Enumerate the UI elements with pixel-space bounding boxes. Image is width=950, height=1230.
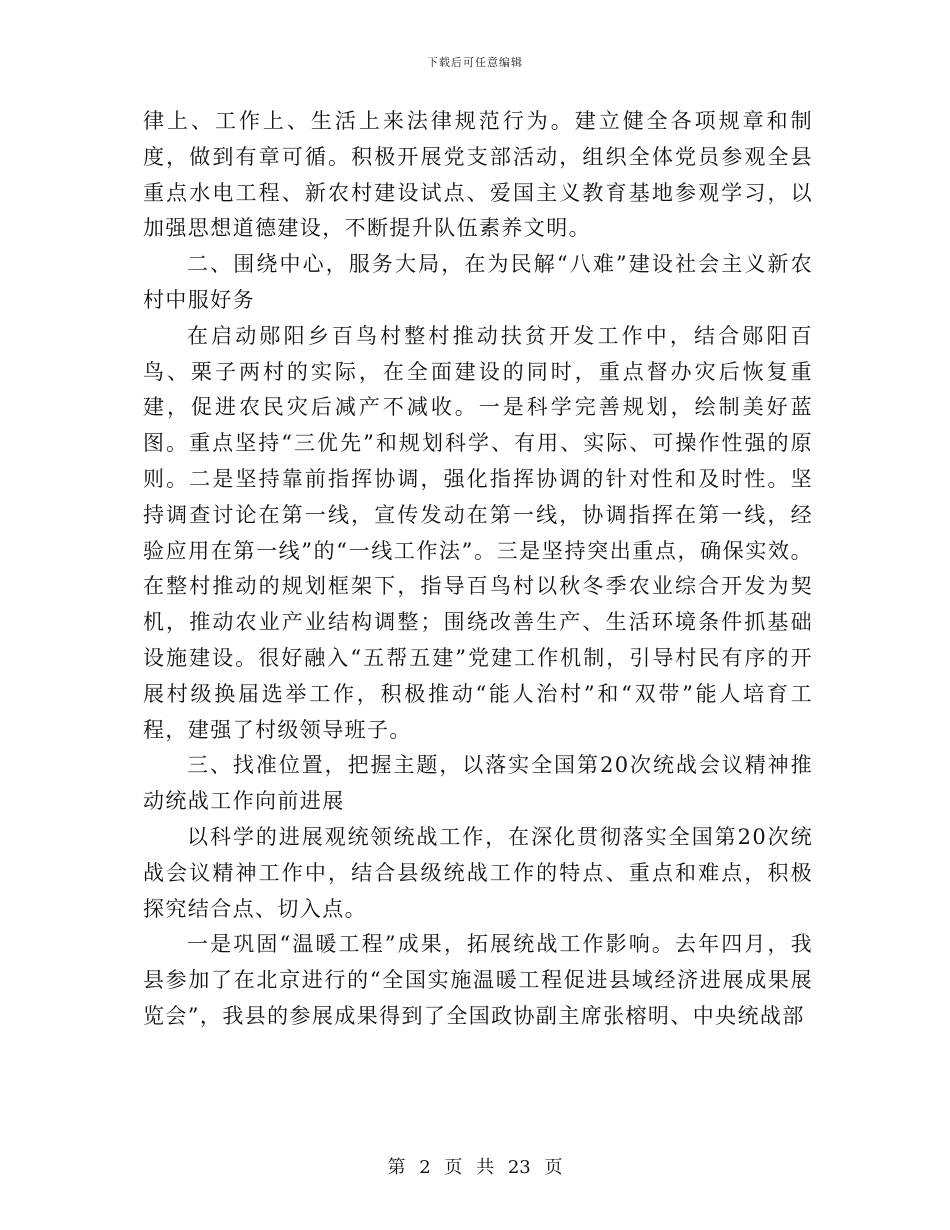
paragraph-warmth-project: 一是巩固“温暖工程”成果，拓展统战工作影响。去年四月，我县参加了在北京进行的“全国实施温暖工程促进县域经济进展成果展览会”，我县的参展成果得到了全国政协副主席张榕明、中央统战部 — [143, 932, 813, 1028]
page-header: 下载后可任意编辑 — [427, 56, 523, 69]
paragraph-continuation: 律上、工作上、生活上来法律规范行为。建立健全各项规章和制度，做到有章可循。积极开展党支部活动，组织全体党员参观全县重点水电工程、新农村建设试点、爱国主义教育基地参观学习，以加强思想道德建设，不断提升队伍素养文明。 — [143, 109, 813, 241]
section-heading-3: 三、找准位置，把握主题，以落实全国第20次统战会议精神推动统战工作向前进展 — [143, 753, 813, 814]
section-heading-2: 二、围绕中心，服务大局，在为民解“八难”建设社会主义新农村中服好务 — [143, 252, 813, 312]
paragraph-development-view: 以科学的进展观统领统战工作，在深化贯彻落实全国第20次统战会议精神工作中，结合县级统战工作的特点、重点和难点，积极探究结合点、切入点。 — [143, 824, 813, 921]
paragraph-village-work: 在启动郧阳乡百鸟村整村推动扶贫开发工作中，结合郧阳百鸟、栗子两村的实际，在全面建设的同时，重点督办灾后恢复重建，促进农民灾后减产不减收。一是科学完善规划，绘制美好蓝图。重点坚持“三优先”和规划科学、有用、实际、可操作性强的原则。二是坚持靠前指挥协调，强化指挥协调的针对性和及时性。坚持调查讨论在第一线，宣传发动在第一线，协调指挥在第一线，经验应用在第一线”的“一线工作法”。三是坚持突出重点，确保实效。在整村推动的规划框架下，指导百鸟村以秋冬季农业综合开发为契机，推动农业产业结构调整；围绕改善生产、生活环境条件抓基础设施建设。很好融入“五帮五建”党建工作机制，引导村民有序的开展村级换届选举工作，积极推动“能人治村”和“双带”能人培育工程，建强了村级领导班子。 — [143, 323, 813, 742]
document-body — [143, 104, 813, 1035]
page-number: 第 2 页 共 23 页 — [387, 1157, 563, 1178]
